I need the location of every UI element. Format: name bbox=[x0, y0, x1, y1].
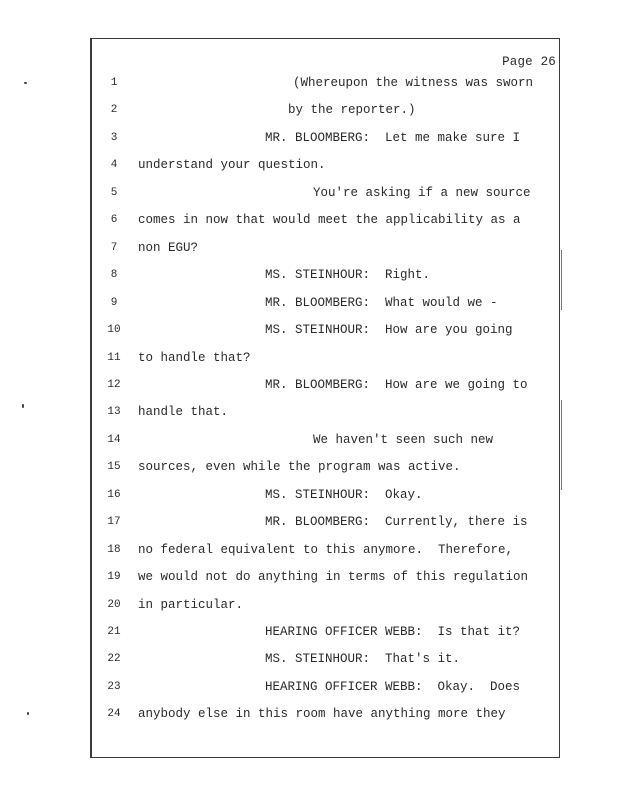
line-text: MR. BLOOMBERG: Let me make sure I bbox=[265, 130, 521, 145]
transcript-line bbox=[0, 677, 618, 697]
transcript-line bbox=[0, 512, 618, 532]
line-text: (Whereupon the witness was sworn bbox=[293, 76, 534, 90]
line-number: 8 bbox=[110, 269, 118, 282]
transcript-line bbox=[0, 293, 618, 313]
transcript-line bbox=[0, 183, 618, 203]
transcript-line bbox=[0, 485, 618, 505]
line-text: sources, even while the program was active. bbox=[138, 460, 461, 475]
line-number: 9 bbox=[110, 296, 118, 309]
line-number: 4 bbox=[110, 159, 118, 172]
line-text: anybody else in this room have anything more they bbox=[138, 707, 506, 722]
transcript-line bbox=[0, 375, 618, 395]
line-number: 20 bbox=[107, 598, 121, 611]
line-number: 21 bbox=[107, 626, 121, 638]
transcript-line bbox=[0, 348, 618, 368]
line-text: MR. BLOOMBERG: Currently, there is bbox=[265, 515, 528, 530]
line-text: we would not do anything in terms of this regulation bbox=[138, 570, 529, 585]
transcript-line bbox=[0, 210, 618, 230]
scan-edge-mark bbox=[561, 250, 562, 310]
line-number: 11 bbox=[107, 351, 121, 364]
scan-edge-mark bbox=[561, 400, 562, 490]
transcript-line bbox=[0, 238, 618, 258]
line-number: 19 bbox=[107, 571, 121, 584]
line-number: 14 bbox=[107, 433, 121, 446]
transcript-line bbox=[0, 649, 618, 669]
line-text: handle that. bbox=[138, 405, 229, 420]
transcript-line bbox=[0, 430, 618, 450]
line-text: HEARING OFFICER WEBB: Okay. Does bbox=[265, 679, 521, 694]
transcript-line bbox=[0, 704, 618, 724]
line-text: You're asking if a new source bbox=[313, 185, 531, 200]
line-text: to handle that? bbox=[138, 350, 251, 365]
line-text: no federal equivalent to this anymore. Therefore, bbox=[138, 542, 514, 557]
line-number: 23 bbox=[107, 680, 121, 693]
line-text: MS. STEINHOUR: How are you going bbox=[265, 323, 513, 338]
line-number: 6 bbox=[110, 214, 118, 227]
line-number: 16 bbox=[107, 488, 121, 501]
line-number: 3 bbox=[110, 131, 118, 144]
line-number: 7 bbox=[110, 241, 118, 254]
transcript-line bbox=[0, 73, 618, 93]
line-text: MS. STEINHOUR: Right. bbox=[265, 268, 431, 283]
line-number: 24 bbox=[107, 708, 121, 721]
line-text: by the reporter.) bbox=[288, 103, 416, 118]
transcript-line bbox=[0, 540, 618, 560]
transcript-line bbox=[0, 265, 618, 285]
line-number: 18 bbox=[107, 543, 121, 556]
line-number: 12 bbox=[107, 378, 121, 391]
line-number: 5 bbox=[110, 186, 118, 199]
line-number: 13 bbox=[107, 406, 121, 419]
scan-speck bbox=[27, 712, 29, 715]
line-number: 15 bbox=[107, 461, 121, 474]
line-number: 1 bbox=[110, 77, 118, 89]
transcript-line bbox=[0, 100, 618, 120]
line-text: understand your question. bbox=[138, 158, 326, 173]
line-text: MR. BLOOMBERG: How are we going to bbox=[265, 377, 528, 392]
transcript-line bbox=[0, 622, 618, 642]
line-number: 2 bbox=[110, 104, 118, 117]
line-text: We haven't seen such new bbox=[313, 432, 494, 447]
line-text: HEARING OFFICER WEBB: Is that it? bbox=[265, 625, 521, 639]
line-text: comes in now that would meet the applicability as a bbox=[138, 213, 521, 228]
line-number: 10 bbox=[107, 324, 121, 337]
transcript-line bbox=[0, 155, 618, 175]
page-number: Page 26 bbox=[502, 55, 556, 69]
transcript-line bbox=[0, 567, 618, 587]
line-number: 22 bbox=[107, 653, 121, 666]
transcript-line bbox=[0, 457, 618, 477]
line-text: MR. BLOOMBERG: What would we - bbox=[265, 295, 498, 310]
scan-speck bbox=[24, 82, 27, 84]
line-text: non EGU? bbox=[138, 240, 199, 255]
transcript-line bbox=[0, 595, 618, 615]
transcript-line bbox=[0, 128, 618, 148]
line-text: in particular. bbox=[138, 597, 244, 612]
line-number: 17 bbox=[107, 516, 121, 529]
line-text: MS. STEINHOUR: That's it. bbox=[265, 652, 461, 667]
transcript-line bbox=[0, 320, 618, 340]
scan-speck bbox=[22, 404, 24, 408]
transcript-line bbox=[0, 402, 618, 422]
line-text: MS. STEINHOUR: Okay. bbox=[265, 487, 423, 502]
